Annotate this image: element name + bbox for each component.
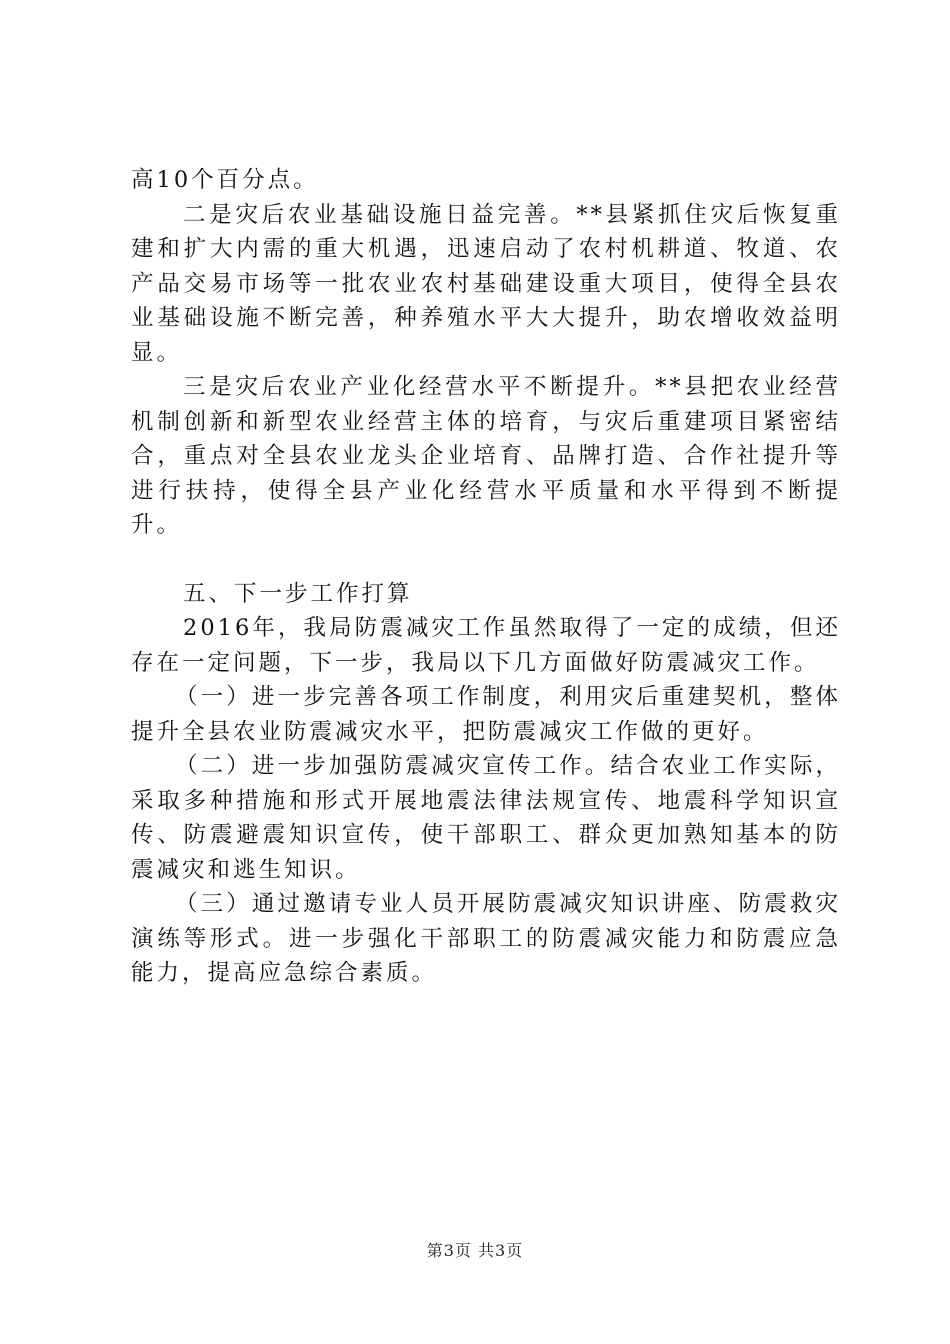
page-number-footer: 第3页 共3页 xyxy=(426,1241,524,1260)
list-item-2: （二）进一步加强防震减灾宣传工作。结合农业工作实际，采取多种措施和形式开展地震法律法规宣传、地震科学知识宣传、防震避震知识宣传，使干部职工、群众更加熟知基本的防震减灾和逃生知识。 xyxy=(131,753,841,883)
list-item-3: （三）通过邀请专业人员开展防震减灾知识讲座、防震救灾演练等形式。进一步强化干部职工的防震减灾能力和防震应急能力，提高应急综合素质。 xyxy=(131,891,841,986)
document-body xyxy=(131,163,841,991)
paragraph-industrialization: 三是灾后农业产业化经营水平不断提升。**县把农业经营机制创新和新型农业经营主体的培育，与灾后重建项目紧密结合，重点对全县农业龙头企业培育、品牌打造、合作社提升等进行扶持，使得全县产业化经营水平质量和水平得到不断提升。 xyxy=(131,374,841,538)
section-heading-next-steps: 五、下一步工作打算 xyxy=(183,580,413,607)
list-item-1: （一）进一步完善各项工作制度，利用灾后重建契机，整体提升全县农业防震减灾水平，把防震减灾工作做的更好。 xyxy=(131,684,841,745)
paragraph-continuation: 高10个百分点。 xyxy=(131,167,319,193)
paragraph-next-steps-intro: 2016年，我局防震减灾工作虽然取得了一定的成绩，但还存在一定问题，下一步，我局以下几方面做好防震减灾工作。 xyxy=(131,615,841,676)
paragraph-infrastructure: 二是灾后农业基础设施日益完善。**县紧抓住灾后恢复重建和扩大内需的重大机遇，迅速启动了农村机耕道、牧道、农产品交易市场等一批农业农村基础建设重大项目，使得全县农业基础设施不断完善，种养殖水平大大提升，助农增收效益明显。 xyxy=(131,201,841,366)
